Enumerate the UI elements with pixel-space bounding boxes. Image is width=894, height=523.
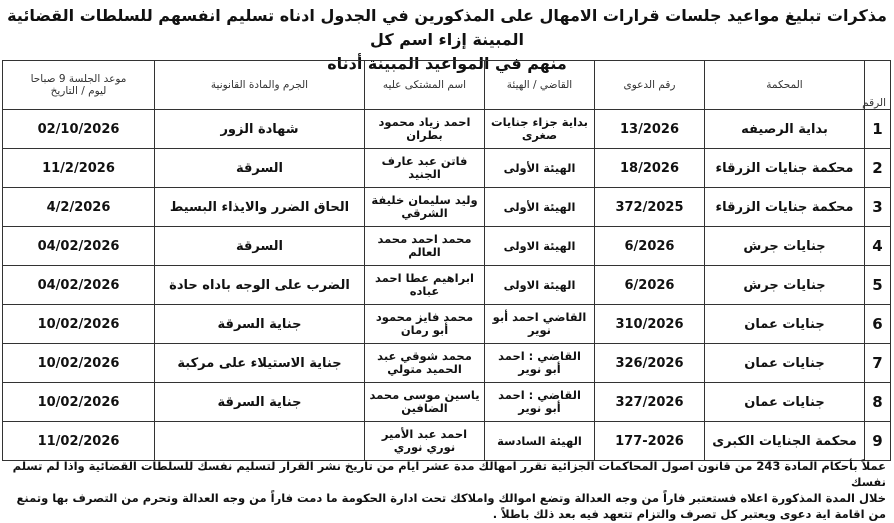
cell-judge: بداية جزاء جنايات صغرى <box>485 110 595 149</box>
cell-court: محكمة جنايات الزرقاء <box>705 149 865 188</box>
cell-num: 9 <box>865 422 891 461</box>
cell-date: 4/2/2026 <box>3 188 155 227</box>
table-row <box>3 188 891 227</box>
header-defendant: اسم المشتكى عليه <box>365 61 485 110</box>
cell-crime: جناية السرقة <box>155 383 365 422</box>
table-header-row <box>3 61 891 110</box>
notice-title <box>4 0 890 73</box>
cell-defendant: محمد فايز محمود أبو رمان <box>365 305 485 344</box>
cell-date: 02/10/2026 <box>3 110 155 149</box>
table-row <box>3 344 891 383</box>
cell-judge: القاضي : احمد أبو نوير <box>485 344 595 383</box>
cell-crime: الضرب على الوجه باداه حادة <box>155 266 365 305</box>
table-row <box>3 266 891 305</box>
cell-judge: الهيئة الأولى <box>485 149 595 188</box>
cell-num: 4 <box>865 227 891 266</box>
cell-defendant: ابراهيم عطا احمد عباده <box>365 266 485 305</box>
cell-date: 11/2/2026 <box>3 149 155 188</box>
cell-defendant: محمد احمد محمد العالم <box>365 227 485 266</box>
cell-defendant: فاتن عبد عارف الجنيد <box>365 149 485 188</box>
cell-court: جنايات جرش <box>705 227 865 266</box>
cell-num: 5 <box>865 266 891 305</box>
table-row <box>3 227 891 266</box>
header-date-line-2: ليوم / التاريخ <box>50 85 107 97</box>
cell-date: 04/02/2026 <box>3 266 155 305</box>
cell-court: جنايات عمان <box>705 344 865 383</box>
table-row <box>3 305 891 344</box>
cell-case-no: 13/2026 <box>595 110 705 149</box>
header-crime: الجرم والمادة القانونية <box>155 61 365 110</box>
cell-crime: السرقة <box>155 227 365 266</box>
cell-judge: القاضي : احمد أبو نوير <box>485 383 595 422</box>
defendants-table <box>2 60 891 461</box>
cell-case-no: 326/2026 <box>595 344 705 383</box>
cell-case-no: 310/2026 <box>595 305 705 344</box>
header-date-line-1: موعد الجلسة 9 صباحا <box>30 73 127 85</box>
cell-defendant: احمد زياد محمود بطران <box>365 110 485 149</box>
cell-crime: الحاق الضرر والايذاء البسيط <box>155 188 365 227</box>
cell-date: 10/02/2026 <box>3 344 155 383</box>
cell-court: جنايات عمان <box>705 383 865 422</box>
header-court: المحكمة <box>705 61 865 110</box>
header-num: الرقم <box>865 61 891 110</box>
cell-defendant: احمد عبد الأمير نوري نوري <box>365 422 485 461</box>
legal-notice-line-1: عملاً بأحكام المادة 243 من قانون اصول المحاكمات الجزائية تقرر امهالك مدة عشر ايام من تاريخ نشر القرار لتسليم نفسك للسلطات القضائية واذا لم تسلم نفسك <box>12 459 886 489</box>
cell-defendant: محمد شوقي عبد الحميد متولي <box>365 344 485 383</box>
legal-notice-line-3: من اقامة اية دعوى ويعتبر كل تصرف والتزام تتعهد فيه بعد ذلك باطلاً . <box>492 507 886 521</box>
cell-defendant: وليد سليمان خليفة الشرقي <box>365 188 485 227</box>
cell-num: 3 <box>865 188 891 227</box>
table-row <box>3 149 891 188</box>
cell-court: بداية الرصيفه <box>705 110 865 149</box>
header-judge: القاضي / الهيئة <box>485 61 595 110</box>
cell-date: 11/02/2026 <box>3 422 155 461</box>
cell-court: محكمة الجنايات الكبرى <box>705 422 865 461</box>
cell-case-no: 177-2026 <box>595 422 705 461</box>
table-row <box>3 422 891 461</box>
cell-court: جنايات جرش <box>705 266 865 305</box>
legal-notice-line-2: خلال المدة المذكورة اعلاه فستعتبر فاراً من وجه العدالة وتضع اموالك واملاكك تحت ادارة الحكومة ما دمت فاراً من وجه العدالة وتحرم من التصرف بها وتمنع <box>16 491 886 505</box>
table-row <box>3 110 891 149</box>
cell-crime: شهادة الزور <box>155 110 365 149</box>
cell-crime: جناية السرقة <box>155 305 365 344</box>
cell-num: 1 <box>865 110 891 149</box>
cell-case-no: 6/2026 <box>595 227 705 266</box>
header-case-no: رقم الدعوى <box>595 61 705 110</box>
cell-date: 10/02/2026 <box>3 305 155 344</box>
cell-judge: القاضي احمد أبو نوير <box>485 305 595 344</box>
table-row <box>3 383 891 422</box>
cell-crime <box>155 422 365 461</box>
title-line-2: منهم في المواعيد المبينة أدناه <box>327 54 567 73</box>
legal-notice <box>4 458 890 522</box>
cell-num: 2 <box>865 149 891 188</box>
cell-num: 8 <box>865 383 891 422</box>
cell-num: 6 <box>865 305 891 344</box>
cell-judge: الهيئة السادسة <box>485 422 595 461</box>
cell-case-no: 6/2026 <box>595 266 705 305</box>
cell-defendant: ياسين موسى محمد الضافين <box>365 383 485 422</box>
cell-num: 7 <box>865 344 891 383</box>
cell-date: 10/02/2026 <box>3 383 155 422</box>
cell-court: جنايات عمان <box>705 305 865 344</box>
cell-judge: الهيئة الأولى <box>485 188 595 227</box>
cell-case-no: 372/2025 <box>595 188 705 227</box>
cell-judge: الهيئة الاولى <box>485 227 595 266</box>
title-line-1: مذكرات تبليغ مواعيد جلسات قرارات الامهال على المذكورين في الجدول ادناه تسليم انفسهم للسلطات القضائية المبينة إزاء اسم كل <box>7 6 887 49</box>
cell-judge: الهيئة الاولى <box>485 266 595 305</box>
cell-crime: السرقة <box>155 149 365 188</box>
cell-court: محكمة جنايات الزرقاء <box>705 188 865 227</box>
cell-crime: جناية الاستيلاء على مركبة <box>155 344 365 383</box>
cell-case-no: 18/2026 <box>595 149 705 188</box>
cell-date: 04/02/2026 <box>3 227 155 266</box>
header-date <box>3 61 155 110</box>
cell-case-no: 327/2026 <box>595 383 705 422</box>
